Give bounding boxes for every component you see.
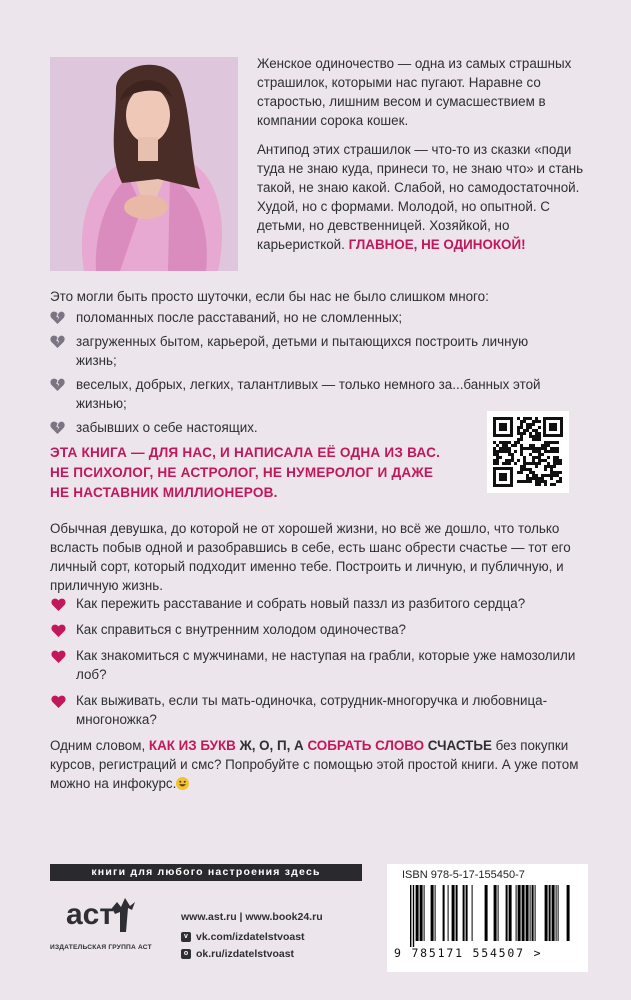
lead-in-text: Это могли быть просто шуточки, если бы нас не было слишком много: xyxy=(50,289,489,304)
ok-icon: o xyxy=(181,949,191,959)
heart-icon xyxy=(51,598,66,611)
author-photo xyxy=(50,57,238,271)
broken-heart-icon xyxy=(50,421,65,434)
barcode xyxy=(410,885,574,950)
headline xyxy=(50,443,490,503)
websites[interactable]: www.ast.ru | www.book24.ru xyxy=(181,911,323,923)
intro-paragraph-1: Женское одиночество — одна из самых страшных страшилок, которыми нас пугают. Наравне со старостью, лишним весом и сумасшествием в компании сорока кошек. xyxy=(257,56,572,128)
headline-line-3: НЕ НАСТАВНИК МИЛЛИОНЕРОВ. xyxy=(50,485,278,500)
list-item: поломанных после расставаний, но не сломленных; xyxy=(48,308,568,327)
questions-list xyxy=(48,594,608,736)
intro-highlight: ГЛАВНОЕ, НЕ ОДИНОКОЙ! xyxy=(348,237,526,252)
barcode-digits: 9 785171 554507 > xyxy=(394,946,543,960)
tagline-banner: книги для любого настроения здесь xyxy=(50,864,362,881)
ast-logo xyxy=(62,888,142,934)
list-item: Как пережить расставание и собрать новый паззл из разбитого сердца? xyxy=(48,594,608,613)
heart-icon xyxy=(51,650,66,663)
heart-icon xyxy=(51,695,66,708)
list-item: Как знакомиться с мужчинами, не наступая на грабли, которые уже намозолили лоб? xyxy=(48,646,608,684)
qr-code[interactable] xyxy=(487,411,569,493)
broken-heart-icon xyxy=(50,378,65,391)
list-item: Как выживать, если ты мать-одиночка, сотрудник-многоручка и любовница-многоножка? xyxy=(48,691,608,729)
intro-paragraph-2: Антипод этих страшилок — что-то из сказки «поди туда не знаю куда, принеси то, не знаю что» и стань такой, не знаю какой. Слабой, но самодостаточной. Худой, но с формами. Молодой, но опытной. С детьми, но девственницей. Хозяйкой, но карьеристкой. ГЛАВНОЕ, НЕ ОДИНОКОЙ! xyxy=(257,142,584,252)
ok-link[interactable]: o ok.ru/izdatelstvoast xyxy=(181,948,294,960)
list-item: загруженных бытом, карьерой, детьми и пытающихся построить личную жизнь; xyxy=(48,332,568,370)
headline-line-2: НЕ ПСИХОЛОГ, НЕ АСТРОЛОГ, НЕ НУМЕРОЛОГ И ДАЖЕ xyxy=(50,465,434,480)
list-item: Как справиться с внутренним холодом одиночества? xyxy=(48,620,608,639)
vk-icon: v xyxy=(181,932,191,942)
list-item: забывших о себе настоящих. xyxy=(48,418,568,437)
closing-text: Одним словом, КАК ИЗ БУКВ Ж, О, П, А СОБРАТЬ СЛОВО СЧАСТЬЕ без покупки курсов, регистраций и смс? Попробуйте с помощью этой простой книги. А уже потом можно на инфокурс. xyxy=(50,738,579,791)
heart-icon xyxy=(51,624,66,637)
isbn-text: ISBN 978-5-17-155450-7 xyxy=(402,869,525,881)
vk-link[interactable]: v vk.com/izdatelstvoast xyxy=(181,931,305,943)
list-item: веселых, добрых, легких, талантливых — только немного за...банных этой жизнью; xyxy=(48,375,568,413)
publisher-name: ИЗДАТЕЛЬСКАЯ ГРУППА АСТ xyxy=(50,944,152,951)
broken-heart-icon xyxy=(50,311,65,324)
description-paragraph: Обычная девушка, до которой не от хорошей жизни, но всё же дошло, что только всласть побыв одной и разобравшись в себе, есть шанс обрести счастье — тот его личный сорт, который подходит именно тебе. Построить и личную, и публичную, и приличную жизнь. xyxy=(50,521,571,593)
svg-text:аст: аст xyxy=(66,898,115,931)
grinning-face-icon xyxy=(176,777,189,790)
headline-line-1: ЭТА КНИГА — ДЛЯ НАС, И НАПИСАЛА ЕЁ ОДНА ИЗ ВАС. xyxy=(50,445,441,460)
intro-text xyxy=(257,54,597,264)
broken-heart-icon xyxy=(50,335,65,348)
